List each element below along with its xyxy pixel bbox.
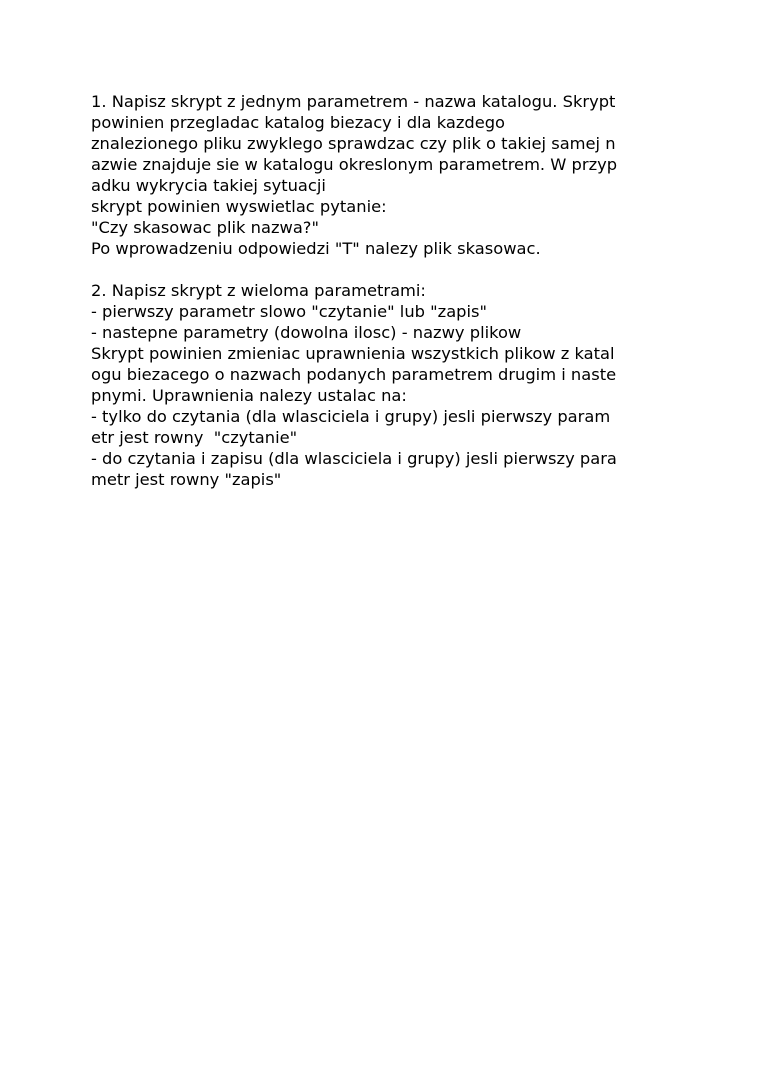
text-line: Po wprowadzeniu odpowiedzi "T" nalezy plik skasowac.: [91, 239, 541, 258]
text-line: "Czy skasowac plik nazwa?": [91, 218, 319, 237]
text-line: metr jest rowny "zapis": [91, 470, 282, 489]
paragraph-spacer: [91, 259, 681, 280]
text-line: powinien przegladac katalog biezacy i dla kazdego: [91, 113, 506, 132]
text-line: pnymi. Uprawnienia nalezy ustalac na:: [91, 386, 407, 405]
text-line: - tylko do czytania (dla wlasciciela i grupy) jesli pierwszy param: [91, 407, 611, 426]
text-line: 2. Napisz skrypt z wieloma parametrami:: [91, 281, 426, 300]
task-1-paragraph: [91, 91, 681, 259]
text-line: - nastepne parametry (dowolna ilosc) - nazwy plikow: [91, 323, 522, 342]
text-line: 1. Napisz skrypt z jednym parametrem - nazwa katalogu. Skrypt: [91, 92, 616, 111]
text-line: znalezionego pliku zwyklego sprawdzac czy plik o takiej samej n: [91, 134, 616, 153]
text-line: skrypt powinien wyswietlac pytanie:: [91, 197, 387, 216]
text-line: Skrypt powinien zmieniac uprawnienia wszystkich plikow z katal: [91, 344, 615, 363]
task-2-paragraph: [91, 280, 681, 490]
text-line: adku wykrycia takiej sytuacji: [91, 176, 326, 195]
document-body: [91, 91, 681, 490]
text-line: - pierwszy parametr slowo "czytanie" lub "zapis": [91, 302, 488, 321]
text-line: ogu biezacego o nazwach podanych parametrem drugim i naste: [91, 365, 617, 384]
text-line: etr jest rowny "czytanie": [91, 428, 298, 447]
text-line: - do czytania i zapisu (dla wlasciciela i grupy) jesli pierwszy para: [91, 449, 617, 468]
text-line: azwie znajduje sie w katalogu okreslonym parametrem. W przyp: [91, 155, 618, 174]
